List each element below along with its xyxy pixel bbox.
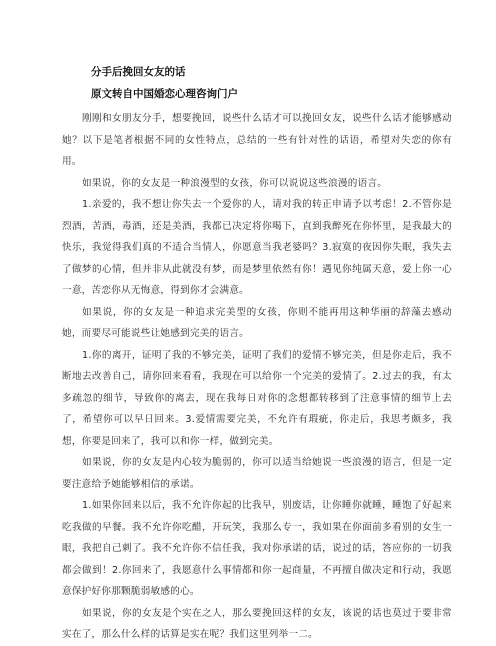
paragraph-romantic-lines: 1.亲爱的，我不想让你失去一个爱你的人，请对我的转正申请予以考虑！2.不管你是烈酒，苦酒，毒酒，还是美酒，我都已决定将你喝下，直到我醉死在你怀里，是我最大的快乐，我觉得我们真的不适合当情人，你愿意当我老婆吗？3.寂寞的夜因你失眠，我失去了做梦的心情，但并非从此就没有梦，而是梦里依然有你！遇见你纯属天意，爱上你一心一意，苦恋你从无悔意，得到你才会满意。 xyxy=(62,199,452,296)
paragraph-intro: 刚刚和女朋友分手，想要挽回，说些什么话才可以挽回女友，说些什么话才能够感动她？以下是笔者根据不同的女性特点，总结的一些有针对性的话语，希望对失恋的你有用。 xyxy=(62,113,452,167)
paragraph-perfectionist-lines: 1.你的离开，证明了我的不够完美，证明了我们的爱情不够完美，但是你走后，我不断地去改善自己，请你回来看看，我现在可以给你一个完美的爱情了。2.过去的我，有太多疏忽的细节，导致你的离去，现在我每日对你的念想都转移到了注意事情的细节上去了，希望你可以早日回来。3.爱情需要完美，不允许有瑕疵，你走后，我思考颇多，我想，你要是回来了，我可以和你一样，做到完美。 xyxy=(62,349,452,447)
paragraph-practical-type: 如果说，你的女友是个实在之人，那么要挽回这样的女友，该说的话也莫过于要非常实在了，那么什么样的话算是实在呢？我们这里列举一二。 xyxy=(62,607,452,640)
paragraph-fragile-type: 如果说，你的女友是内心较为脆弱的，你可以适当给她说一些浪漫的语言，但是一定要注意给予她能够相信的承诺。 xyxy=(62,457,452,490)
article-title: 分手后挽回女友的话 xyxy=(91,66,186,78)
article-source: 原文转自中国婚恋心理咨询门户 xyxy=(91,88,238,100)
paragraph-perfectionist-type: 如果说，你的女友是一种追求完美型的女孩，你则不能再用这种华丽的辞藻去感动她，而要尽可能说些让她感到完美的语言。 xyxy=(62,306,452,339)
paragraph-romantic-type: 如果说，你的女友是一种浪漫型的女孩，你可以说说这些浪漫的语言。 xyxy=(82,177,388,189)
paragraph-fragile-lines: 1.如果你回来以后，我不允许你起的比我早，别废话，让你睡你就睡，睡饱了好起来吃我做的早餐。我不允许你吃醋，开玩笑，我那么专一，我如果在你面前多看别的女生一眼，我把自己刺了。我不允许你不信任我，我对你承诺的话，说过的话，答应你的一切我都会做到！2.你回来了，我愿意什么事情都和你一起商量，不再擅自做决定和行动，我愿意保护好你那颗脆弱敏感的心。 xyxy=(62,500,452,597)
